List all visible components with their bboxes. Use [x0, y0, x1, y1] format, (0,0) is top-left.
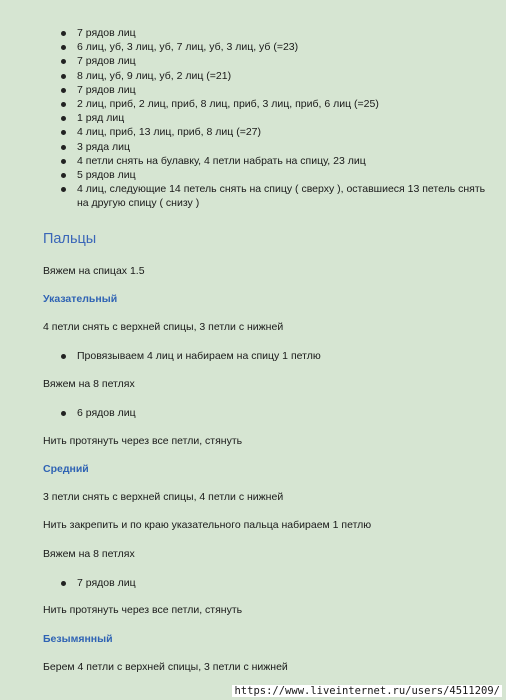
- list-item: 2 лиц, приб, 2 лиц, приб, 8 лиц, приб, 3 лиц, приб, 6 лиц (=25): [0, 97, 490, 111]
- list-item: 6 лиц, уб, 3 лиц, уб, 7 лиц, уб, 3 лиц, уб (=23): [0, 40, 490, 54]
- subheading-middle-finger: Средний: [43, 463, 89, 475]
- instruction-list: [0, 26, 490, 211]
- list-item: 5 рядов лиц: [0, 168, 490, 182]
- paragraph: Нить протянуть через все петли, стянуть: [43, 435, 243, 447]
- list-item: 1 ряд лиц: [0, 111, 490, 125]
- paragraph: Нить закрепить и по краю указательного пальца набираем 1 петлю: [43, 519, 372, 531]
- paragraph: Вяжем на 8 петлях: [43, 548, 135, 560]
- list-item: 7 рядов лиц: [0, 576, 490, 590]
- bullet-list: [0, 349, 490, 363]
- list-item: 7 рядов лиц: [0, 26, 490, 40]
- list-item: 8 лиц, уб, 9 лиц, уб, 2 лиц (=21): [0, 69, 490, 83]
- paragraph: 3 петли снять с верхней спицы, 4 петли с нижней: [43, 491, 284, 503]
- paragraph: Нить протянуть через все петли, стянуть: [43, 604, 243, 616]
- paragraph: 4 петли снять с верхней спицы, 3 петли с нижней: [43, 321, 284, 333]
- bullet-list: [0, 576, 490, 590]
- list-item: Провязываем 4 лиц и набираем на спицу 1 петлю: [0, 349, 490, 363]
- list-item: 7 рядов лиц: [0, 83, 490, 97]
- list-item: 4 лиц, приб, 13 лиц, приб, 8 лиц (=27): [0, 125, 490, 139]
- list-item: 3 ряда лиц: [0, 140, 490, 154]
- list-item: 6 рядов лиц: [0, 406, 490, 420]
- bullet-list: [0, 406, 490, 420]
- list-item: 7 рядов лиц: [0, 54, 490, 68]
- subheading-ring-finger: Безымянный: [43, 633, 113, 645]
- section-heading-fingers: Пальцы: [43, 231, 97, 247]
- fingers-intro: Вяжем на спицах 1.5: [43, 265, 145, 277]
- paragraph: Берем 4 петли с верхней спицы, 3 петли с нижней: [43, 661, 288, 673]
- subheading-index-finger: Указательный: [43, 293, 118, 305]
- paragraph: Вяжем на 8 петлях: [43, 378, 135, 390]
- list-item: 4 петли снять на булавку, 4 петли набрать на спицу, 23 лиц: [0, 154, 490, 168]
- source-url-watermark[interactable]: https://www.liveinternet.ru/users/4511209/: [234, 685, 500, 697]
- list-item: 4 лиц, следующие 14 петель снять на спицу ( сверху ), оставшиеся 13 петель снять на другую спицу ( снизу ): [0, 182, 490, 210]
